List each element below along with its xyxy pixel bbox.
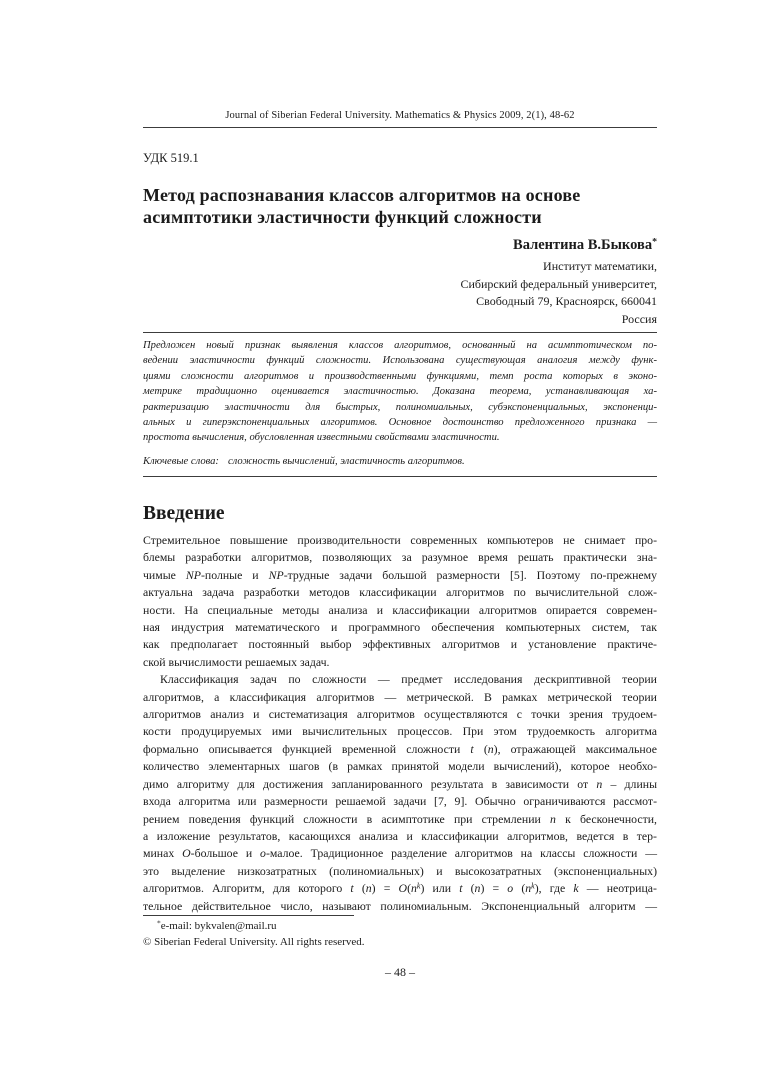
author-name: Валентина В.Быкова* — [513, 236, 657, 253]
footnote-email: *e-mail: bykvalen@mail.ru — [157, 918, 277, 932]
keywords-label: Ключевые слова: — [143, 455, 219, 467]
udc-label: УДК 519.1 — [143, 151, 199, 165]
intro-paragraph-2: Классификация задач по сложности — предмет исследования дескриптивной теории алгоритмов, а классификация алгоритмов — метрической. В рамках метрической теории алгоритмов анализ и систематизация алгоритмов осуществляются с точки зрения трудоем- кости продуцируемых ими вычислительных процессов. При этом трудоемкость алгоритма формально описывается функцией временной сложности t (n), отражающей максимальное количество элементарных шагов (в рамках принятой модели вычислений), которое необхо- димо алгоритму для достижения запланированного результата в зависимости от n – длины входа алгоритма или размерности решаемой задачи [7, 9]. Обычно ограничиваются рассмот- рением поведения функций сложности в асимптотике при стремлении n к бесконечности, а изложение результатов, касающихся анализа и классификации алгоритмов, ведется в тер- минах O-большое и o-малое. Традиционное разделение алгоритмов на классы сложности — это выделение низкозатратных (полиномиальных) и высокозатратных (экспоненциальных) алгоритмов. Алгоритм, для которого t $(n) = O(n^k)$ или t (n) = o $(n^k)$, где k — неотрица- тельное действительное число, называют полиномиальным. Экспоненциальный алгоритм — — [143, 672, 658, 913]
footnote-copyright: © Siberian Federal University. All rights reserved. — [143, 935, 365, 948]
author-footnote-mark: * — [652, 236, 657, 248]
journal-header-line: Journal of Siberian Federal University. Mathematics & Physics 2009, 2(1), 48-62 — [225, 110, 575, 121]
introduction-body — [143, 532, 657, 915]
intro-paragraph-1: Стремительное повышение производительности современных компьютеров не снимает про- блемы разработки алгоритмов, позволяющих за разумное время решать практически зна- чимые NP-полные и NP-трудные задачи большой размерности [5]. Поэтому по-прежнему актуальна задача разработки методов классификации алгоритмов по вычислительной слож- ности. На специальные методы анализа и классификации алгоритмов опирается современ- ная индустрия математического и программного обеспечения компьютерных систем, так как предполагает постоянный выбор эффективных алгоритмов и установление практиче- ской вычислимости решаемых задач. — [143, 533, 657, 669]
footnote-rule — [143, 915, 354, 916]
footnote-block — [143, 919, 657, 951]
section-heading-introduction: Введение — [143, 503, 225, 524]
keywords-line — [143, 454, 657, 469]
abstract-block — [143, 332, 657, 477]
footnote-mark: * — [157, 918, 161, 928]
header-rule — [143, 127, 657, 128]
page-number: – 48 – — [385, 965, 415, 979]
keywords-text: сложность вычислений, эластичность алгоритмов. — [227, 455, 465, 467]
paper-title: Метод распознавания классов алгоритмов на основе асимптотики эластичности функций сложности — [143, 185, 581, 227]
author-affiliation: Институт математики, Сибирский федеральный университет, Свободный 79, Красноярск, 660041 Россия — [460, 259, 657, 326]
author-block — [143, 237, 657, 328]
abstract-text: Предложен новый признак выявления классов алгоритмов, основанный на асимптотическом по- ведении эластичности функций сложности. Использована существующая аналогия между функ- циями сложности алгоритмов и производственными функциями, темп роста которых в эконо- метрике традиционно оценивается эластичностью. Доказана теорема, устанавливающая ха- рактеризацию эластичности для быстрых, полиномиальных, субэкспоненциальных, экспоненци- альных и гиперэкспоненциальных алгоритмов. Основное достоинство предложенного признака — простота вычисления, обусловленная известными свойствами эластичности. — [143, 340, 657, 444]
